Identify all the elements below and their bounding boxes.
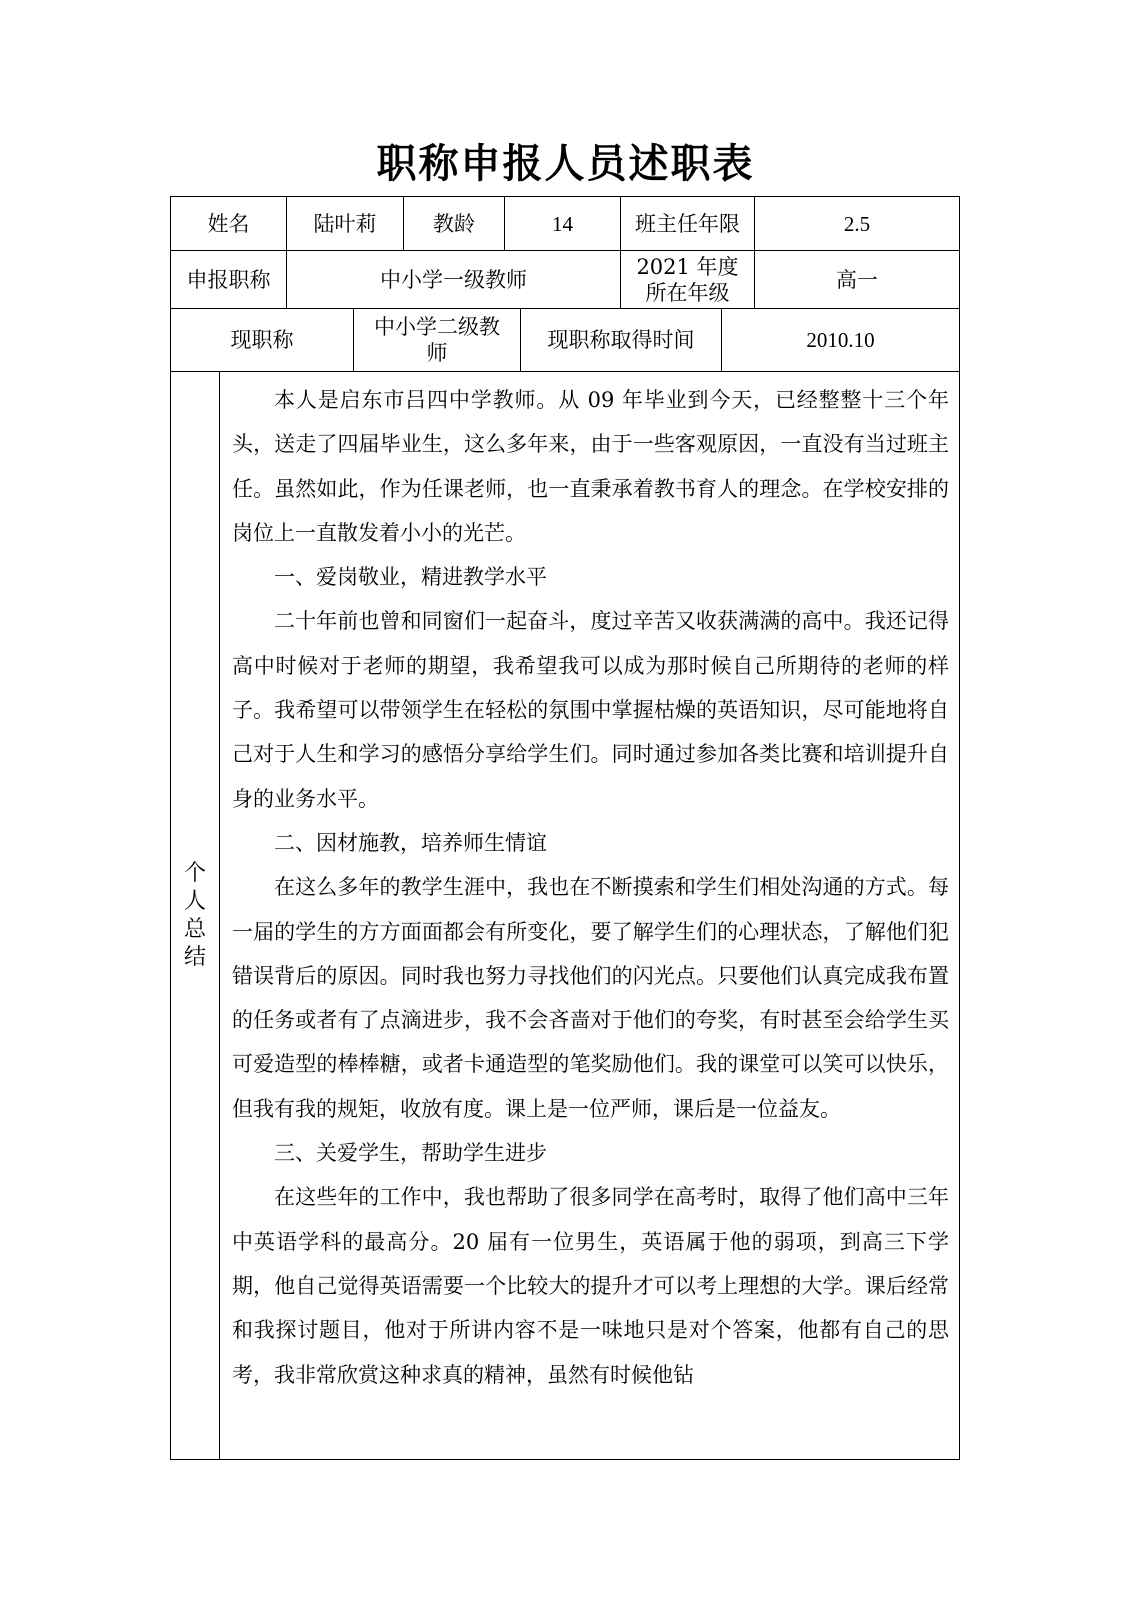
summary-paragraph: 二十年前也曾和同窗们一起奋斗，度过辛苦又收获满满的高中。我还记得高中时候对于老师的期望，我希望我可以成为那时候自己所期待的老师的样子。我希望可以带领学生在轻松的氛围中掌握枯燥的英语知识，尽可能地将自己对于人生和学习的感悟分享给学生们。同时通过参加各类比赛和培训提升自身的业务水平。 <box>232 609 949 811</box>
summary-paragraph: 在这么多年的教学生涯中，我也在不断摸索和学生们相处沟通的方式。每一届的学生的方方面面都会有所变化，要了解学生们的心理状态，了解他们犯错误背后的原因。同时我也努力寻找他们的闪光点。只要他们认真完成我布置的任务或者有了点滴进步，我不会吝啬对于他们的夸奖，有时甚至会给学生买可爱造型的棒棒糖，或者卡通造型的笔奖励他们。我的课堂可以笑可以快乐，但我有我的规矩，收放有度。课上是一位严师，课后是一位益友。 <box>232 875 949 1121</box>
page-title: 职称申报人员述职表 <box>376 140 755 187</box>
summary-body <box>219 371 960 1460</box>
current-title-value <box>353 308 521 372</box>
side-char: 总 <box>183 916 206 942</box>
side-char: 人 <box>183 888 206 914</box>
name-value: 陆叶莉 <box>286 196 404 251</box>
section-heading: 二、因材施教，培养师生情谊 <box>274 830 547 855</box>
grade-label-line2: 所在年级 <box>645 280 730 305</box>
section-heading: 三、关爱学生，帮助学生进步 <box>274 1141 547 1166</box>
current-title-label: 现职称 <box>170 308 354 372</box>
current-title-value-line1: 中小学二级教 <box>374 315 500 339</box>
teaching-years-value: 14 <box>504 196 621 251</box>
obtained-time-label: 现职称取得时间 <box>520 308 722 372</box>
summary-side-label <box>170 371 220 1460</box>
current-title-value-line2: 师 <box>426 341 448 365</box>
headteacher-years-label: 班主任年限 <box>620 196 755 251</box>
side-char: 个 <box>183 860 206 886</box>
teaching-years-label: 教龄 <box>403 196 505 251</box>
summary-paragraph: 本人是启东市吕四中学教师。从 09 年毕业到今天，已经整整十三个年头，送走了四届毕业生，这么多年来，由于一些客观原因，一直没有当过班主任。虽然如此，作为任课老师，也一直秉承着教书育人的理念。在学校安排的岗位上一直散发着小小的光芒。 <box>232 388 949 545</box>
name-label: 姓名 <box>170 196 287 251</box>
side-char: 结 <box>183 944 206 970</box>
section-heading: 一、爱岗敬业，精进教学水平 <box>274 565 547 590</box>
apply-title-value: 中小学一级教师 <box>286 250 621 309</box>
grade-label-line1: 2021 年度 <box>636 254 739 279</box>
grade-value: 高一 <box>754 250 960 309</box>
apply-title-label: 申报职称 <box>170 250 287 309</box>
report-table <box>170 196 960 1460</box>
summary-paragraph: 在这些年的工作中，我也帮助了很多同学在高考时，取得了他们高中三年中英语学科的最高分。20 届有一位男生，英语属于他的弱项，到高三下学期，他自己觉得英语需要一个比较大的提升才可以考上理想的大学。课后经常和我探讨题目，他对于所讲内容不是一味地只是对个答案，他都有自己的思考，我非常欣赏这种求真的精神，虽然有时候他钻 <box>232 1185 949 1387</box>
headteacher-years-value: 2.5 <box>754 196 960 251</box>
grade-label <box>620 250 755 309</box>
obtained-time-value: 2010.10 <box>721 308 960 372</box>
